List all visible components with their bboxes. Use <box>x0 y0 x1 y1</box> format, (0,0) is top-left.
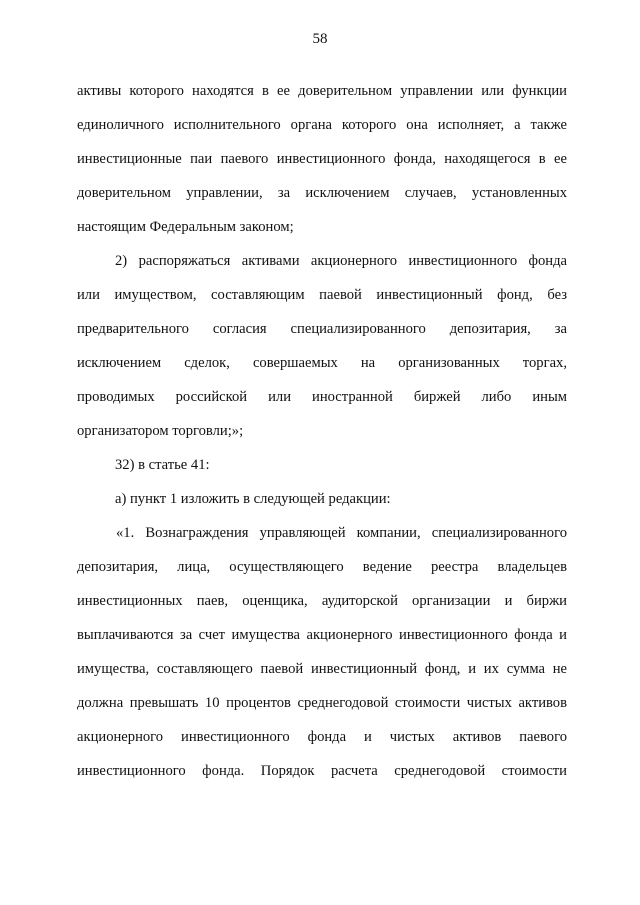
text-line: а) пункт 1 изложить в следующей редакции: <box>115 491 391 507</box>
text-line: единоличного исполнительного органа которого она исполняет, а также <box>77 117 567 133</box>
text-line: 2) распоряжаться активами акционерного инвестиционного фонда <box>115 253 567 269</box>
text-line: «1. Вознаграждения управляющей компании, специализированного <box>116 525 567 541</box>
text-line: активы которого находятся в ее доверительном управлении или функции <box>77 83 567 99</box>
text-line: имущества, составляющего паевой инвестиционный фонд, и их сумма не <box>77 661 567 677</box>
text-line: инвестиционного фонда. Порядок расчета среднегодовой стоимости <box>77 763 567 779</box>
text-line: проводимых российской или иностранной биржей либо иным <box>77 389 567 405</box>
text-line: инвестиционных паев, оценщика, аудиторской организации и биржи <box>77 593 567 609</box>
text-line: акционерного инвестиционного фонда и чистых активов паевого <box>77 729 567 745</box>
text-line: депозитария, лица, осуществляющего ведение реестра владельцев <box>77 559 567 575</box>
text-line: 32) в статье 41: <box>115 457 210 473</box>
text-line: исключением сделок, совершаемых на организованных торгах, <box>77 355 567 371</box>
page-number: 58 <box>312 31 328 47</box>
text-line: настоящим Федеральным законом; <box>77 219 294 235</box>
text-line: организатором торговли;»; <box>77 423 244 439</box>
text-line: выплачиваются за счет имущества акционерного инвестиционного фонда и <box>77 627 567 643</box>
text-line: предварительного согласия специализированного депозитария, за <box>77 321 567 337</box>
document-body <box>77 74 567 788</box>
text-line: инвестиционные паи паевого инвестиционного фонда, находящегося в ее <box>77 151 567 167</box>
text-line: или имуществом, составляющим паевой инвестиционный фонд, без <box>77 287 567 303</box>
text-line: доверительном управлении, за исключением случаев, установленных <box>77 185 567 201</box>
text-line: должна превышать 10 процентов среднегодовой стоимости чистых активов <box>77 695 567 711</box>
